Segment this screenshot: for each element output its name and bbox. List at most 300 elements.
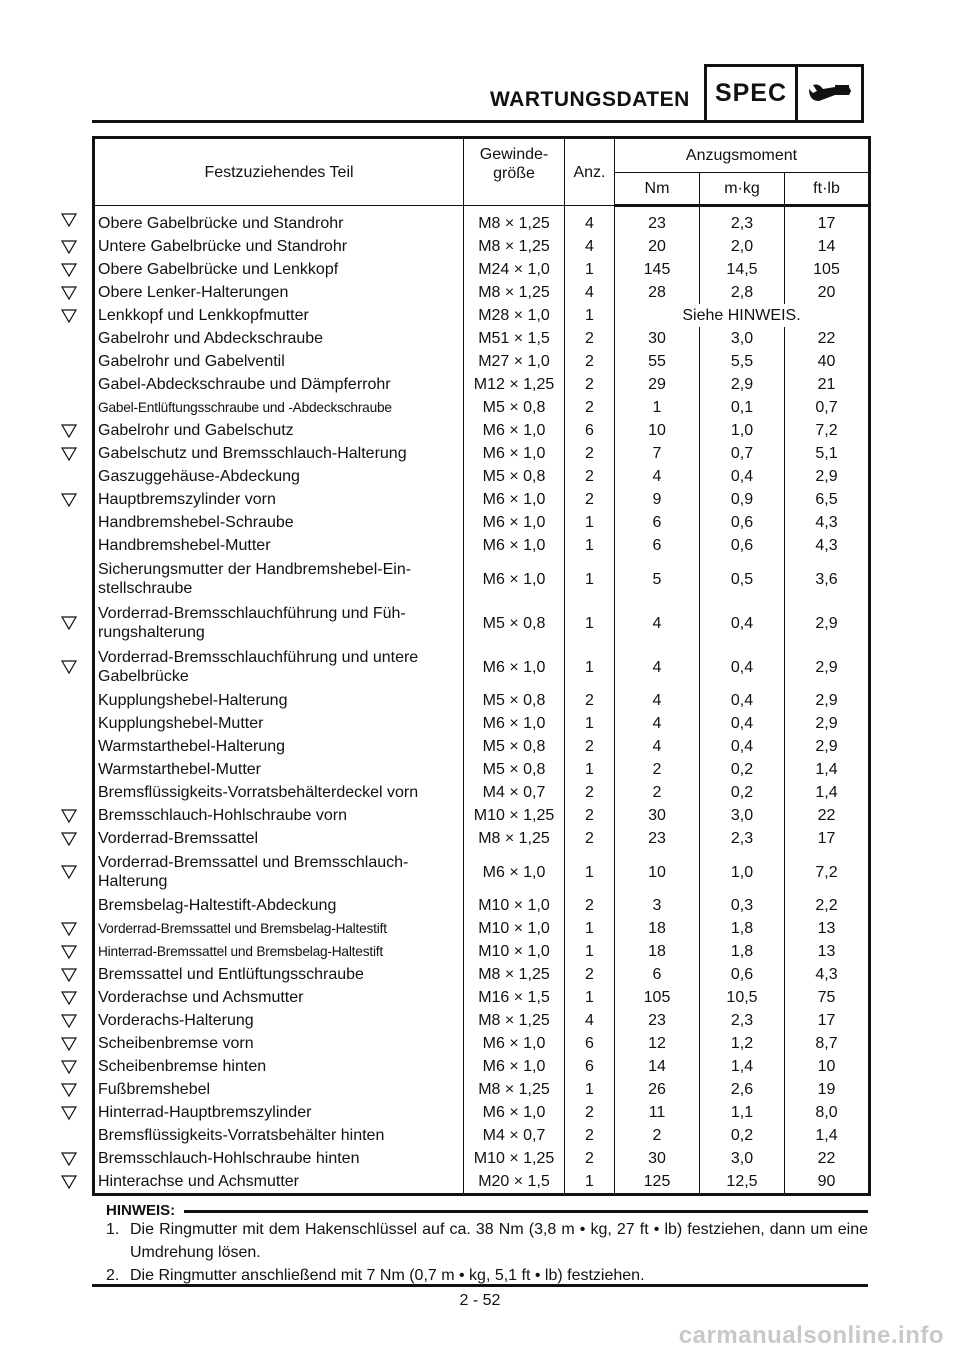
qty-cell: 1 (565, 758, 615, 781)
triangle-mark-icon (60, 1082, 78, 1098)
table-row (94, 419, 870, 442)
mkg-cell: 1,8 (700, 917, 785, 940)
nm-cell: 145 (615, 258, 700, 281)
mkg-cell: 0,4 (700, 735, 785, 758)
ftlb-cell: 19 (785, 1078, 870, 1101)
spec-label: SPEC (707, 67, 798, 120)
mkg-cell: 0,1 (700, 396, 785, 419)
nm-cell: 23 (615, 1009, 700, 1032)
thread-cell: M4 × 0,7 (464, 781, 565, 804)
table-row (94, 1170, 870, 1195)
ftlb-cell: 7,2 (785, 850, 870, 894)
nm-cell: 55 (615, 350, 700, 373)
mkg-cell: 2,6 (700, 1078, 785, 1101)
thread-cell: M6 × 1,0 (464, 442, 565, 465)
qty-cell: 6 (565, 419, 615, 442)
qty-cell: 2 (565, 442, 615, 465)
ftlb-cell: 22 (785, 327, 870, 350)
header-part: Festzuziehendes Teil (94, 138, 464, 206)
thread-cell: M27 × 1,0 (464, 350, 565, 373)
table-row (94, 235, 870, 258)
nm-cell: 4 (615, 645, 700, 689)
mkg-cell: 0,3 (700, 894, 785, 917)
torque-note-cell: Siehe HINWEIS. (615, 304, 870, 327)
qty-cell: 1 (565, 304, 615, 327)
part-cell: Scheibenbremse hinten (94, 1055, 464, 1078)
thread-cell: M51 × 1,5 (464, 327, 565, 350)
qty-cell: 4 (565, 1009, 615, 1032)
table-row (94, 442, 870, 465)
nm-cell: 10 (615, 419, 700, 442)
part-cell: Kupplungshebel-Mutter (94, 712, 464, 735)
table-row (94, 488, 870, 511)
part-cell: Vorderachse und Achsmutter (94, 986, 464, 1009)
mkg-cell: 0,7 (700, 442, 785, 465)
mkg-cell: 2,8 (700, 281, 785, 304)
part-cell: Hinterrad-Bremssattel und Bremsbelag-Haltestift (94, 940, 464, 963)
mkg-cell: 2,0 (700, 235, 785, 258)
part-cell: Vorderachs-Halterung (94, 1009, 464, 1032)
thread-cell: M5 × 0,8 (464, 465, 565, 488)
table-row (94, 601, 870, 645)
table-row (94, 758, 870, 781)
qty-cell: 1 (565, 917, 615, 940)
thread-cell: M6 × 1,0 (464, 1055, 565, 1078)
footer-rule (92, 1284, 868, 1287)
nm-cell: 11 (615, 1101, 700, 1124)
part-cell: Bremsflüssigkeits-Vorratsbehälter hinten (94, 1124, 464, 1147)
nm-cell: 5 (615, 557, 700, 601)
mkg-cell: 3,0 (700, 1147, 785, 1170)
thread-cell: M6 × 1,0 (464, 712, 565, 735)
thread-cell: M8 × 1,25 (464, 281, 565, 304)
nm-cell: 30 (615, 327, 700, 350)
part-cell: Vorderrad-Bremsschlauchführung und untere Gabelbrücke (94, 645, 464, 689)
ftlb-cell: 17 (785, 206, 870, 236)
table-row (94, 735, 870, 758)
part-cell: Gabel-Entlüftungsschraube und -Abdeckschraube (94, 396, 464, 419)
table-row (94, 327, 870, 350)
thread-cell: M6 × 1,0 (464, 419, 565, 442)
qty-cell: 2 (565, 781, 615, 804)
part-cell: Bremsbelag-Haltestift-Abdeckung (94, 894, 464, 917)
part-cell: Sicherungsmutter der Handbremshebel-Ein- stellschraube (94, 557, 464, 601)
ftlb-cell: 2,9 (785, 712, 870, 735)
part-cell: Gabelschutz und Bremsschlauch-Halterung (94, 442, 464, 465)
part-cell: Vorderrad-Bremssattel und Bremsbelag-Haltestift (94, 917, 464, 940)
mkg-cell: 2,3 (700, 827, 785, 850)
mkg-cell: 5,5 (700, 350, 785, 373)
mkg-cell: 0,9 (700, 488, 785, 511)
part-cell: Handbremshebel-Schraube (94, 511, 464, 534)
part-cell: Kupplungshebel-Halterung (94, 689, 464, 712)
nm-cell: 2 (615, 781, 700, 804)
qty-cell: 4 (565, 206, 615, 236)
part-cell: Obere Gabelbrücke und Lenkkopf (94, 258, 464, 281)
thread-cell: M6 × 1,0 (464, 534, 565, 557)
ftlb-cell: 1,4 (785, 1124, 870, 1147)
part-cell: Vorderrad-Bremsschlauchführung und Füh- rungshalterung (94, 601, 464, 645)
ftlb-cell: 2,2 (785, 894, 870, 917)
table-row (94, 1147, 870, 1170)
table-row (94, 1055, 870, 1078)
mkg-cell: 1,0 (700, 850, 785, 894)
table-row (94, 1032, 870, 1055)
table-row (94, 827, 870, 850)
mkg-cell: 0,2 (700, 781, 785, 804)
triangle-mark-icon (60, 944, 78, 960)
ftlb-cell: 0,7 (785, 396, 870, 419)
thread-cell: M6 × 1,0 (464, 488, 565, 511)
ftlb-cell: 75 (785, 986, 870, 1009)
ftlb-cell: 2,9 (785, 465, 870, 488)
nm-cell: 10 (615, 850, 700, 894)
qty-cell: 2 (565, 894, 615, 917)
table-row (94, 850, 870, 894)
thread-cell: M6 × 1,0 (464, 645, 565, 689)
part-cell: Untere Gabelbrücke und Standrohr (94, 235, 464, 258)
ftlb-cell: 3,6 (785, 557, 870, 601)
mkg-cell: 0,2 (700, 1124, 785, 1147)
nm-cell: 9 (615, 488, 700, 511)
thread-cell: M6 × 1,0 (464, 850, 565, 894)
part-cell: Hinterrad-Hauptbremszylinder (94, 1101, 464, 1124)
mkg-cell: 2,9 (700, 373, 785, 396)
table-row (94, 1078, 870, 1101)
mkg-cell: 10,5 (700, 986, 785, 1009)
nm-cell: 4 (615, 601, 700, 645)
ftlb-cell: 4,3 (785, 511, 870, 534)
nm-cell: 20 (615, 235, 700, 258)
thread-cell: M28 × 1,0 (464, 304, 565, 327)
part-cell: Hinterachse und Achsmutter (94, 1170, 464, 1195)
table-row (94, 396, 870, 419)
mkg-cell: 0,6 (700, 963, 785, 986)
part-cell: Bremsflüssigkeits-Vorratsbehälterdeckel vorn (94, 781, 464, 804)
triangle-mark-icon (60, 864, 78, 880)
nm-cell: 23 (615, 206, 700, 236)
mkg-cell: 1,1 (700, 1101, 785, 1124)
thread-cell: M8 × 1,25 (464, 1078, 565, 1101)
qty-cell: 4 (565, 235, 615, 258)
qty-cell: 1 (565, 1078, 615, 1101)
nm-cell: 105 (615, 986, 700, 1009)
table-row (94, 1009, 870, 1032)
table-row (94, 1124, 870, 1147)
thread-cell: M24 × 1,0 (464, 258, 565, 281)
triangle-mark-icon (60, 1059, 78, 1075)
ftlb-cell: 22 (785, 804, 870, 827)
part-cell: Gabelrohr und Gabelventil (94, 350, 464, 373)
part-cell: Obere Gabelbrücke und Standrohr (94, 206, 464, 236)
part-cell: Bremssattel und Entlüftungsschraube (94, 963, 464, 986)
triangle-mark-icon (60, 446, 78, 462)
qty-cell: 1 (565, 1170, 615, 1195)
table-row (94, 917, 870, 940)
mkg-cell: 0,4 (700, 601, 785, 645)
nm-cell: 4 (615, 689, 700, 712)
ftlb-cell: 10 (785, 1055, 870, 1078)
triangle-mark-icon (60, 1036, 78, 1052)
nm-cell: 12 (615, 1032, 700, 1055)
page-title: WARTUNGSDATEN (490, 88, 690, 111)
thread-cell: M6 × 1,0 (464, 511, 565, 534)
ftlb-cell: 22 (785, 1147, 870, 1170)
qty-cell: 2 (565, 963, 615, 986)
thread-cell: M5 × 0,8 (464, 396, 565, 419)
ftlb-cell: 5,1 (785, 442, 870, 465)
header-nm: Nm (615, 172, 700, 205)
part-cell: Fußbremshebel (94, 1078, 464, 1101)
ftlb-cell: 8,0 (785, 1101, 870, 1124)
qty-cell: 2 (565, 1101, 615, 1124)
table-row (94, 511, 870, 534)
table-row (94, 645, 870, 689)
part-cell: Gaszuggehäuse-Abdeckung (94, 465, 464, 488)
thread-cell: M6 × 1,0 (464, 1032, 565, 1055)
table-row (94, 557, 870, 601)
triangle-mark-icon (60, 492, 78, 508)
note-text: Die Ringmutter mit dem Hakenschlüssel auf ca. 38 Nm (3,8 m • kg, 27 ft • lb) festziehen, dann um eine Umdrehung lösen. (130, 1221, 868, 1261)
ftlb-cell: 13 (785, 917, 870, 940)
table-row (94, 712, 870, 735)
mkg-cell: 0,5 (700, 557, 785, 601)
nm-cell: 2 (615, 758, 700, 781)
mkg-cell: 2,3 (700, 1009, 785, 1032)
qty-cell: 1 (565, 712, 615, 735)
table-row (94, 465, 870, 488)
ftlb-cell: 2,9 (785, 735, 870, 758)
mkg-cell: 0,6 (700, 511, 785, 534)
ftlb-cell: 90 (785, 1170, 870, 1195)
table-row (94, 963, 870, 986)
thread-cell: M8 × 1,25 (464, 235, 565, 258)
thread-cell: M10 × 1,0 (464, 940, 565, 963)
thread-cell: M10 × 1,0 (464, 917, 565, 940)
ftlb-cell: 2,9 (785, 689, 870, 712)
note-rule (184, 1210, 868, 1213)
mkg-cell: 1,2 (700, 1032, 785, 1055)
table-row (94, 1101, 870, 1124)
ftlb-cell: 7,2 (785, 419, 870, 442)
mkg-cell: 2,3 (700, 206, 785, 236)
note-list (106, 1218, 868, 1287)
note-title: HINWEIS: (106, 1202, 176, 1219)
nm-cell: 4 (615, 712, 700, 735)
header-thread: Gewinde- größe (464, 138, 565, 206)
nm-cell: 4 (615, 465, 700, 488)
mkg-cell: 1,4 (700, 1055, 785, 1078)
qty-cell: 2 (565, 465, 615, 488)
table-row (94, 804, 870, 827)
thread-cell: M6 × 1,0 (464, 557, 565, 601)
table-row (94, 258, 870, 281)
qty-cell: 1 (565, 601, 615, 645)
ftlb-cell: 4,3 (785, 963, 870, 986)
watermark: carmanualsonline.info (678, 1322, 944, 1349)
table-row (94, 534, 870, 557)
thread-cell: M12 × 1,25 (464, 373, 565, 396)
thread-cell: M10 × 1,0 (464, 894, 565, 917)
torque-table-wrap (92, 136, 868, 1196)
ftlb-cell: 8,7 (785, 1032, 870, 1055)
ftlb-cell: 2,9 (785, 601, 870, 645)
part-cell: Obere Lenker-Halterungen (94, 281, 464, 304)
ftlb-cell: 40 (785, 350, 870, 373)
qty-cell: 2 (565, 373, 615, 396)
header-qty: Anz. (565, 138, 615, 206)
part-cell: Warmstarthebel-Mutter (94, 758, 464, 781)
ftlb-cell: 20 (785, 281, 870, 304)
thread-cell: M5 × 0,8 (464, 689, 565, 712)
qty-cell: 2 (565, 327, 615, 350)
nm-cell: 125 (615, 1170, 700, 1195)
ftlb-cell: 105 (785, 258, 870, 281)
qty-cell: 1 (565, 940, 615, 963)
table-row (94, 894, 870, 917)
triangle-mark-icon (60, 1151, 78, 1167)
nm-cell: 2 (615, 1124, 700, 1147)
triangle-mark-icon (60, 1013, 78, 1029)
part-cell: Gabel-Abdeckschraube und Dämpferrohr (94, 373, 464, 396)
table-row (94, 350, 870, 373)
triangle-mark-icon (60, 308, 78, 324)
nm-cell: 6 (615, 511, 700, 534)
mkg-cell: 0,4 (700, 712, 785, 735)
part-cell: Warmstarthebel-Halterung (94, 735, 464, 758)
triangle-mark-icon (60, 615, 78, 631)
mkg-cell: 3,0 (700, 327, 785, 350)
nm-cell: 14 (615, 1055, 700, 1078)
triangle-mark-icon (60, 285, 78, 301)
qty-cell: 4 (565, 281, 615, 304)
table-row (94, 781, 870, 804)
header-torque: Anzugsmoment (615, 138, 870, 173)
qty-cell: 2 (565, 689, 615, 712)
qty-cell: 1 (565, 986, 615, 1009)
header-rule (92, 120, 704, 123)
nm-cell: 1 (615, 396, 700, 419)
nm-cell: 6 (615, 963, 700, 986)
qty-cell: 1 (565, 557, 615, 601)
table-row (94, 373, 870, 396)
mkg-cell: 1,8 (700, 940, 785, 963)
nm-cell: 30 (615, 804, 700, 827)
ftlb-cell: 21 (785, 373, 870, 396)
triangle-mark-icon (60, 990, 78, 1006)
ftlb-cell: 6,5 (785, 488, 870, 511)
mkg-cell: 1,0 (700, 419, 785, 442)
nm-cell: 26 (615, 1078, 700, 1101)
table-row (94, 940, 870, 963)
mkg-cell: 0,6 (700, 534, 785, 557)
qty-cell: 2 (565, 827, 615, 850)
nm-cell: 4 (615, 735, 700, 758)
qty-cell: 2 (565, 804, 615, 827)
ftlb-cell: 1,4 (785, 781, 870, 804)
ftlb-cell: 1,4 (785, 758, 870, 781)
triangle-mark-icon (60, 967, 78, 983)
wrench-icon (798, 67, 861, 120)
qty-cell: 2 (565, 396, 615, 419)
nm-cell: 23 (615, 827, 700, 850)
nm-cell: 18 (615, 917, 700, 940)
mkg-cell: 0,2 (700, 758, 785, 781)
nm-cell: 7 (615, 442, 700, 465)
triangle-mark-icon (60, 239, 78, 255)
page-number: 2 - 52 (459, 1292, 501, 1309)
triangle-mark-icon (60, 831, 78, 847)
part-cell: Gabelrohr und Abdeckschraube (94, 327, 464, 350)
qty-cell: 1 (565, 850, 615, 894)
thread-cell: M5 × 0,8 (464, 601, 565, 645)
qty-cell: 1 (565, 258, 615, 281)
mkg-cell: 14,5 (700, 258, 785, 281)
thread-cell: M8 × 1,25 (464, 827, 565, 850)
mkg-cell: 0,4 (700, 645, 785, 689)
qty-cell: 2 (565, 1124, 615, 1147)
nm-cell: 29 (615, 373, 700, 396)
nm-cell: 30 (615, 1147, 700, 1170)
qty-cell: 1 (565, 511, 615, 534)
nm-cell: 18 (615, 940, 700, 963)
ftlb-cell: 14 (785, 235, 870, 258)
ftlb-cell: 17 (785, 1009, 870, 1032)
qty-cell: 1 (565, 645, 615, 689)
part-cell: Bremsschlauch-Hohlschraube vorn (94, 804, 464, 827)
table-row (94, 986, 870, 1009)
header-ftlb: ft·lb (785, 172, 870, 205)
thread-cell: M6 × 1,0 (464, 1101, 565, 1124)
nm-cell: 28 (615, 281, 700, 304)
header-mkg: m·kg (700, 172, 785, 205)
ftlb-cell: 13 (785, 940, 870, 963)
qty-cell: 2 (565, 1147, 615, 1170)
table-row (94, 304, 870, 327)
triangle-mark-icon (60, 423, 78, 439)
ftlb-cell: 17 (785, 827, 870, 850)
note-item (106, 1218, 868, 1264)
qty-cell: 2 (565, 488, 615, 511)
triangle-mark-icon (60, 1174, 78, 1190)
thread-cell: M5 × 0,8 (464, 735, 565, 758)
part-cell: Hauptbremszylinder vorn (94, 488, 464, 511)
mkg-cell: 3,0 (700, 804, 785, 827)
part-cell: Handbremshebel-Mutter (94, 534, 464, 557)
part-cell: Vorderrad-Bremssattel und Bremsschlauch- Halterung (94, 850, 464, 894)
qty-cell: 2 (565, 350, 615, 373)
ftlb-cell: 2,9 (785, 645, 870, 689)
qty-cell: 6 (565, 1055, 615, 1078)
triangle-mark-icon (60, 808, 78, 824)
thread-cell: M20 × 1,5 (464, 1170, 565, 1195)
ftlb-cell: 4,3 (785, 534, 870, 557)
triangle-mark-icon (60, 262, 78, 278)
part-cell: Lenkkopf und Lenkkopfmutter (94, 304, 464, 327)
mkg-cell: 0,4 (700, 689, 785, 712)
note-number: 2. (106, 1267, 120, 1284)
table-row (94, 206, 870, 236)
thread-cell: M4 × 0,7 (464, 1124, 565, 1147)
thread-cell: M8 × 1,25 (464, 206, 565, 236)
note-text: Die Ringmutter anschließend mit 7 Nm (0,7 m • kg, 5,1 ft • lb) festziehen. (130, 1267, 645, 1284)
nm-cell: 3 (615, 894, 700, 917)
thread-cell: M16 × 1,5 (464, 986, 565, 1009)
triangle-mark-icon (60, 1105, 78, 1121)
qty-cell: 6 (565, 1032, 615, 1055)
part-cell: Vorderrad-Bremssattel (94, 827, 464, 850)
triangle-mark-icon (60, 212, 78, 228)
